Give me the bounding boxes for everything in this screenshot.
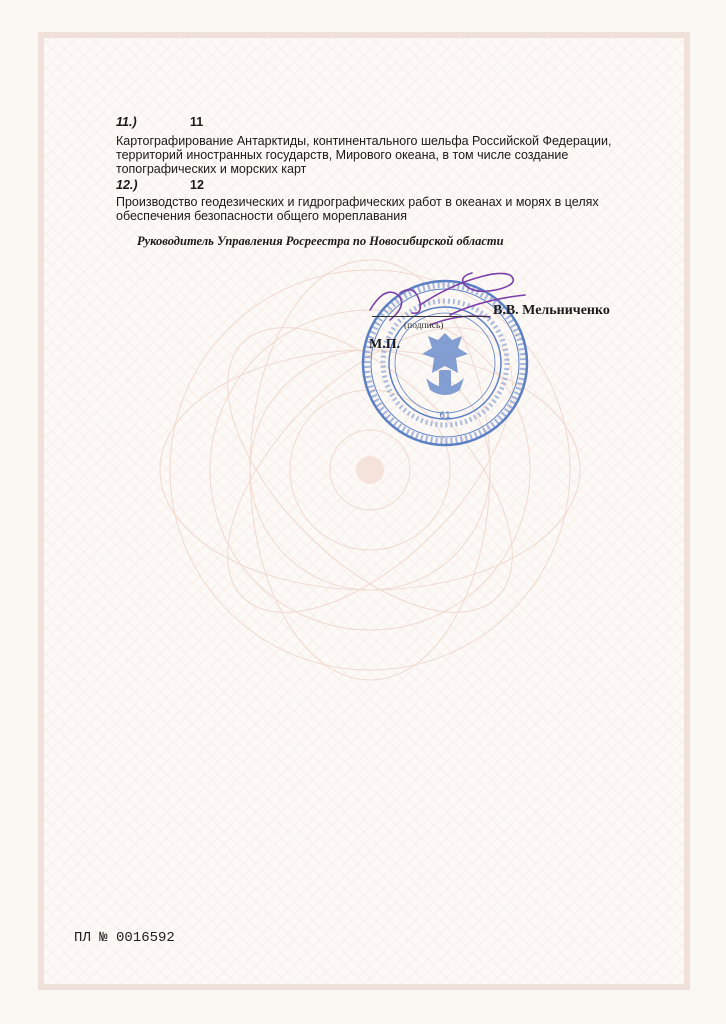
svg-text:61: 61 bbox=[439, 411, 451, 421]
entry-number: 11.) bbox=[116, 115, 137, 129]
entry-number: 12.) bbox=[116, 178, 138, 192]
signatory-title: Руководитель Управления Росреестра по Новосибирской области bbox=[137, 234, 504, 248]
entry-code: 11 bbox=[190, 115, 204, 129]
signature-line bbox=[372, 316, 490, 317]
entry-description: Картографирование Антарктиды, континентального шельфа Российской Федерации, территорий иностранных государств, Мирового океана, в том числе создание топографических и морских карт bbox=[116, 134, 612, 176]
signature-caption: (подпись) bbox=[404, 321, 444, 331]
stamp-place-label: М.П. bbox=[369, 337, 401, 352]
entry-description: Производство геодезических и гидрографических работ в океанах и морях в целях обеспечения безопасности общего мореплавания bbox=[116, 195, 599, 223]
signatory-name: В.В. Мельниченко bbox=[493, 303, 610, 318]
handwritten-signature-icon bbox=[360, 265, 540, 335]
entry-code: 12 bbox=[190, 178, 204, 192]
form-serial-number: ПЛ № 0016592 bbox=[74, 930, 175, 946]
